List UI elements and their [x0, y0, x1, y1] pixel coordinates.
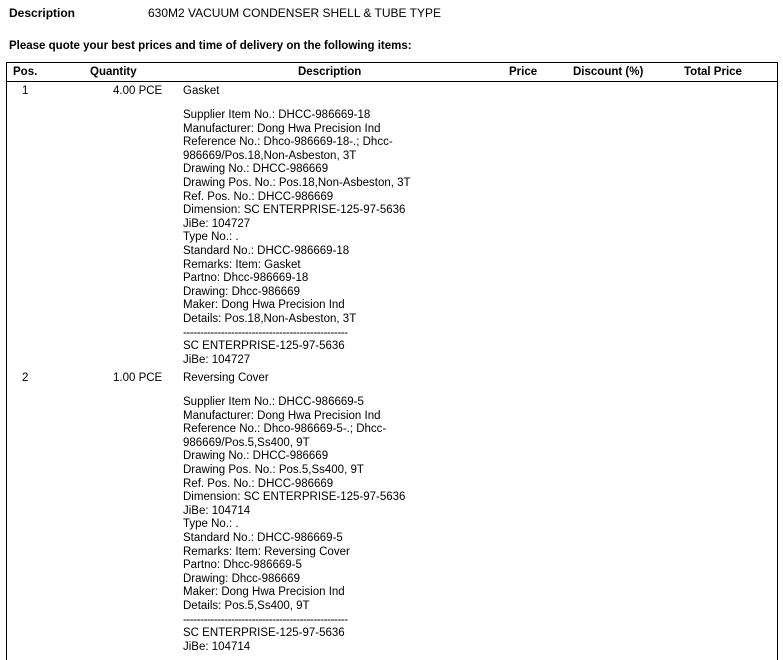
detail-line: Maker: Dong Hwa Precision Ind: [183, 299, 345, 312]
description-value: 630M2 VACUUM CONDENSER SHELL & TUBE TYPE: [148, 6, 441, 20]
detail-line: Reference No.: Dhco-986669-5-.; Dhcc-: [183, 423, 387, 436]
detail-line: Partno: Dhcc-986669-18: [183, 272, 309, 285]
detail-line: Ref. Pos. No.: DHCC-986669: [183, 190, 334, 203]
detail-line: Supplier Item No.: DHCC-986669-18: [183, 109, 371, 121]
detail-line: Standard No.: DHCC-986669-18: [183, 244, 350, 257]
item-pos: 1: [22, 85, 29, 97]
detail-line: Type No.: .: [183, 518, 239, 531]
detail-line: Dimension: SC ENTERPRISE-125-97-5636: [183, 204, 406, 217]
column-header-discount: Discount (%): [573, 66, 644, 78]
detail-line: Manufacturer: Dong Hwa Precision Ind: [183, 409, 381, 422]
detail-line: Drawing Pos. No.: Pos.5,Ss400, 9T: [183, 463, 364, 476]
detail-line: Drawing No.: DHCC-986669: [183, 163, 329, 176]
detail-line: Drawing: Dhcc-986669: [183, 572, 300, 585]
detail-line: Supplier Item No.: DHCC-986669-5: [183, 396, 364, 408]
item-quantity: 4.00 PCE: [113, 85, 163, 97]
detail-line: Standard No.: DHCC-986669-5: [183, 531, 343, 544]
detail-line: Details: Pos.18,Non-Asbeston, 3T: [183, 312, 357, 325]
detail-line: JiBe: 104714: [183, 504, 251, 517]
column-header-price: Price: [509, 66, 538, 78]
item-name: Reversing Cover: [183, 372, 269, 384]
quote-request-text: Please quote your best prices and time of delivery on the following items:: [9, 40, 412, 52]
detail-line: Drawing No.: DHCC-986669: [183, 450, 329, 463]
detail-line: Partno: Dhcc-986669-5: [183, 559, 302, 572]
detail-line: Reference No.: Dhco-986669-18-.; Dhcc-: [183, 136, 393, 149]
detail-line: Remarks: Item: Reversing Cover: [183, 545, 350, 558]
item-pos: 2: [22, 372, 29, 384]
separator-line: ------------------------------------------------: [183, 326, 348, 339]
column-header-pos: Pos.: [13, 66, 38, 78]
item-details: [183, 109, 411, 367]
footer-line: JiBe: 104727: [183, 353, 251, 366]
column-header-total-price: Total Price: [684, 66, 742, 78]
detail-line: Drawing Pos. No.: Pos.18,Non-Asbeston, 3T: [183, 176, 411, 189]
item-quantity: 1.00 PCE: [113, 372, 163, 384]
detail-line: Dimension: SC ENTERPRISE-125-97-5636: [183, 491, 406, 504]
footer-line: SC ENTERPRISE-125-97-5636: [183, 340, 345, 353]
detail-line: Remarks: Item: Gasket: [183, 258, 301, 271]
description-label: Description: [9, 6, 76, 20]
column-header-description: Description: [298, 66, 362, 78]
detail-line: 986669/Pos.18,Non-Asbeston, 3T: [183, 149, 357, 162]
detail-line: Ref. Pos. No.: DHCC-986669: [183, 477, 334, 490]
detail-line: Drawing: Dhcc-986669: [183, 285, 300, 298]
table-header-rule: [6, 81, 778, 82]
column-header-quantity: Quantity: [90, 66, 137, 78]
footer-line: JiBe: 104714: [183, 640, 251, 653]
detail-line: Type No.: .: [183, 231, 239, 244]
footer-line: SC ENTERPRISE-125-97-5636: [183, 627, 345, 640]
item-details: [183, 396, 405, 654]
detail-line: Details: Pos.5,Ss400, 9T: [183, 599, 310, 612]
detail-line: 986669/Pos.5,Ss400, 9T: [183, 436, 310, 449]
separator-line: ------------------------------------------------: [183, 613, 348, 626]
detail-line: JiBe: 104727: [183, 217, 251, 230]
table-top-rule: [6, 62, 778, 63]
item-name: Gasket: [183, 85, 220, 97]
detail-line: Manufacturer: Dong Hwa Precision Ind: [183, 122, 381, 135]
detail-line: Maker: Dong Hwa Precision Ind: [183, 586, 345, 599]
